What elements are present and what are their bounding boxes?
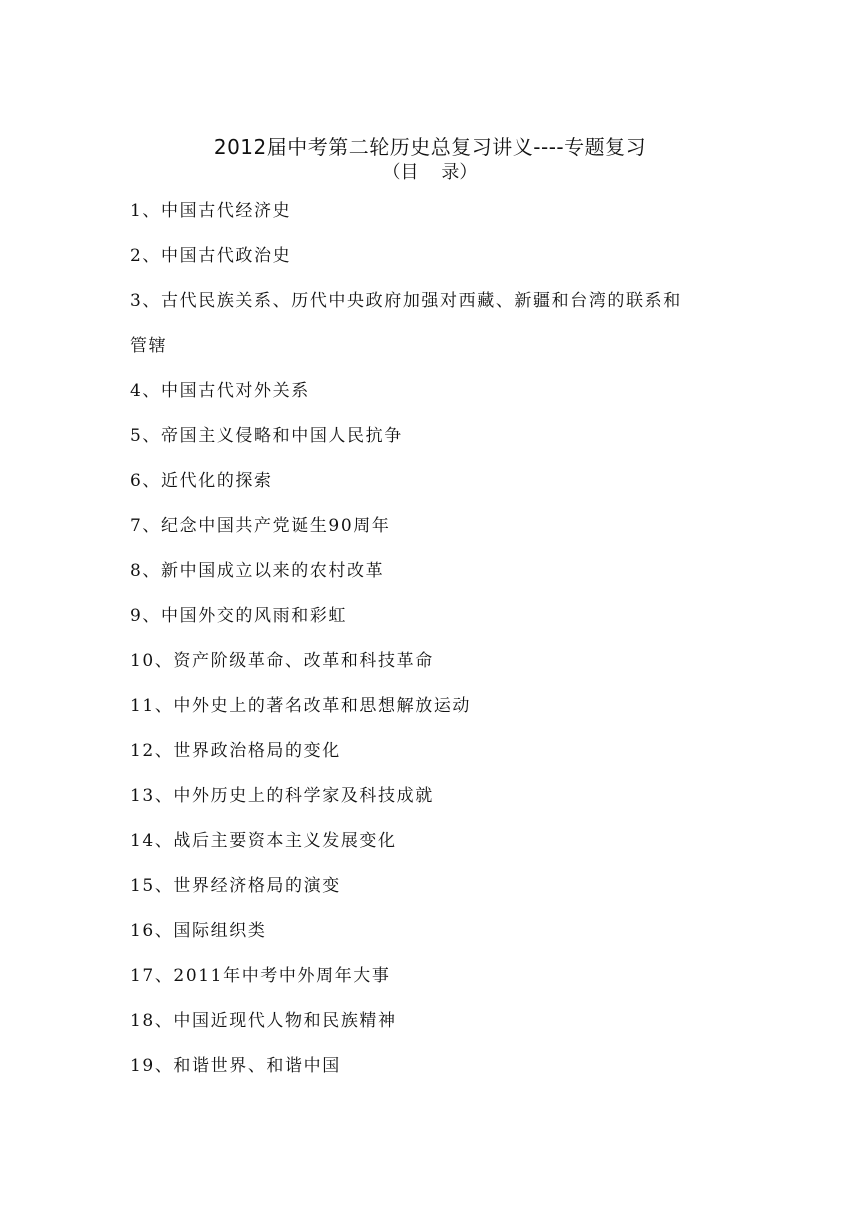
toc-item: 18、中国近现代人物和民族精神 — [130, 1011, 397, 1031]
table-of-contents — [130, 198, 740, 1098]
toc-item: 19、和谐世界、和谐中国 — [130, 1056, 341, 1076]
toc-item: 15、世界经济格局的演变 — [130, 876, 341, 896]
document-title: 2012届中考第二轮历史总复习讲义----专题复习 — [213, 135, 647, 159]
toc-item: 8、新中国成立以来的农村改革 — [130, 561, 385, 581]
toc-item-continuation: 管辖 — [130, 336, 168, 356]
toc-item: 16、国际组织类 — [130, 921, 267, 941]
toc-item: 6、近代化的探索 — [130, 471, 273, 491]
document-subtitle: （目 录） — [382, 162, 478, 183]
toc-item: 12、世界政治格局的变化 — [130, 741, 341, 761]
toc-item: 2、中国古代政治史 — [130, 246, 292, 266]
toc-item: 7、纪念中国共产党诞生90周年 — [130, 516, 391, 536]
toc-item: 1、中国古代经济史 — [130, 201, 292, 221]
toc-item: 17、2011年中考中外周年大事 — [130, 966, 391, 986]
toc-item: 13、中外历史上的科学家及科技成就 — [130, 786, 434, 806]
toc-item: 5、帝国主义侵略和中国人民抗争 — [130, 426, 403, 446]
toc-item: 9、中国外交的风雨和彩虹 — [130, 606, 348, 626]
toc-item: 10、资产阶级革命、改革和科技革命 — [130, 651, 434, 671]
toc-item: 3、古代民族关系、历代中央政府加强对西藏、新疆和台湾的联系和 — [130, 291, 682, 311]
toc-item: 4、中国古代对外关系 — [130, 381, 310, 401]
toc-item: 11、中外史上的著名改革和思想解放运动 — [130, 696, 472, 716]
toc-item: 14、战后主要资本主义发展变化 — [130, 831, 397, 851]
